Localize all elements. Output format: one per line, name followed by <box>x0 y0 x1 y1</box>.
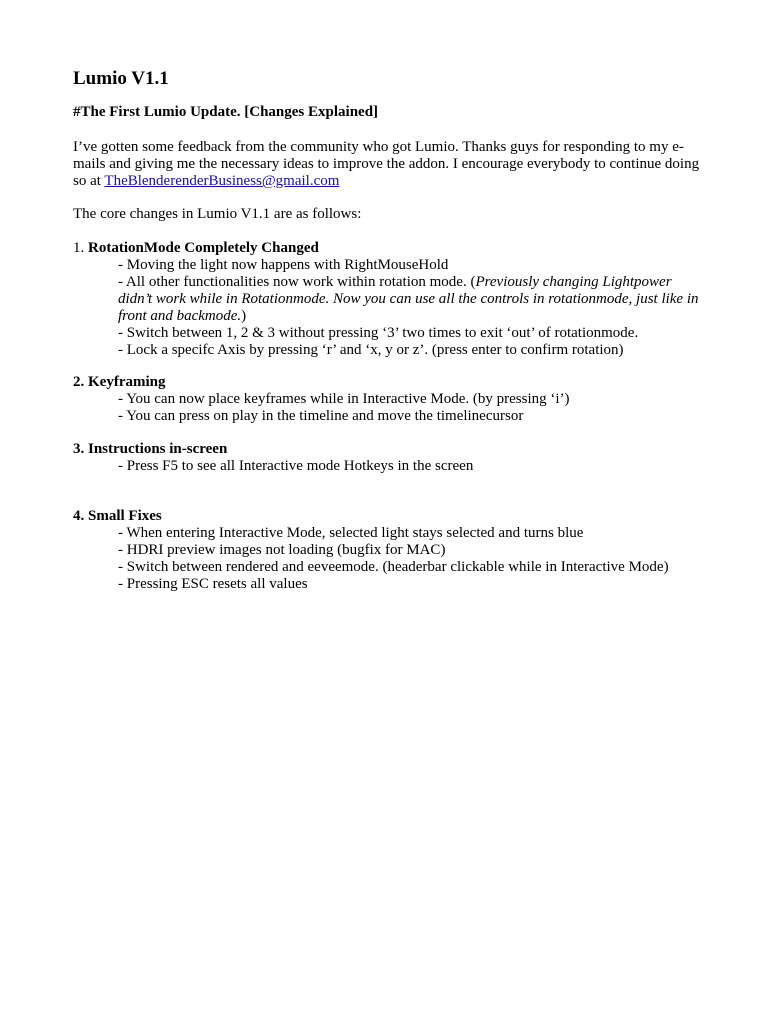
document-subtitle: #The First Lumio Update. [Changes Explained] <box>73 104 379 120</box>
section-small-fixes <box>73 508 703 593</box>
section-heading-text: 4. Small Fixes <box>73 508 162 524</box>
core-changes-line: The core changes in Lumio V1.1 are as follows: <box>73 206 362 222</box>
list-item: - When entering Interactive Mode, selected light stays selected and turns blue <box>118 525 584 541</box>
section-instructions <box>73 441 703 475</box>
list-item: - You can press on play in the timeline and move the timelinecursor <box>118 408 524 424</box>
list-item: - Moving the light now happens with RightMouseHold <box>118 257 449 273</box>
section-number: 1. <box>73 240 88 256</box>
list-item: - You can now place keyframes while in Interactive Mode. (by pressing ‘i’) <box>118 391 570 407</box>
section-keyframing <box>73 374 703 425</box>
section-heading-text: RotationMode Completely Changed <box>88 240 319 256</box>
section-heading <box>73 374 703 391</box>
section-heading <box>73 240 703 257</box>
list-item-text: ) <box>241 308 247 324</box>
section-items <box>73 525 703 593</box>
email-link[interactable]: TheBlenderenderBusiness@gmail.com <box>104 173 340 189</box>
section-rotationmode <box>73 240 703 359</box>
section-heading <box>73 508 703 525</box>
section-heading-text: 3. Instructions in-screen <box>73 441 228 457</box>
list-item: - Lock a specifc Axis by pressing ‘r’ and ‘x, y or z’. (press enter to confirm rotation) <box>118 342 624 358</box>
section-heading <box>73 441 703 458</box>
section-items <box>73 391 703 425</box>
list-item-italic: Previously changing Lightpower didn’t work while in Rotationmode. Now you can use all the controls in rotationmode, just like in front and backmode. <box>118 274 699 324</box>
list-item: - Switch between 1, 2 & 3 without pressing ‘3’ two times to exit ‘out’ of rotationmode. <box>118 325 639 341</box>
list-item-text: - All other functionalities now work within rotation mode. ( <box>118 274 476 290</box>
section-items <box>73 257 703 359</box>
section-items <box>73 458 703 475</box>
list-item <box>118 274 703 325</box>
intro-text: I’ve gotten some feedback from the community who got Lumio. Thanks guys for responding to my e-mails and giving me the necessary ideas to improve the addon. I encourage everybody to continue doing so at <box>73 139 700 189</box>
document-title: Lumio V1.1 <box>73 68 169 89</box>
list-item: - HDRI preview images not loading (bugfix for MAC) <box>118 542 446 558</box>
intro-paragraph <box>73 139 703 190</box>
section-heading-text: 2. Keyframing <box>73 374 166 390</box>
list-item: - Pressing ESC resets all values <box>118 576 308 592</box>
list-item: - Press F5 to see all Interactive mode Hotkeys in the screen <box>118 458 474 474</box>
list-item: - Switch between rendered and eeveemode. (headerbar clickable while in Interactive Mode) <box>118 559 669 575</box>
